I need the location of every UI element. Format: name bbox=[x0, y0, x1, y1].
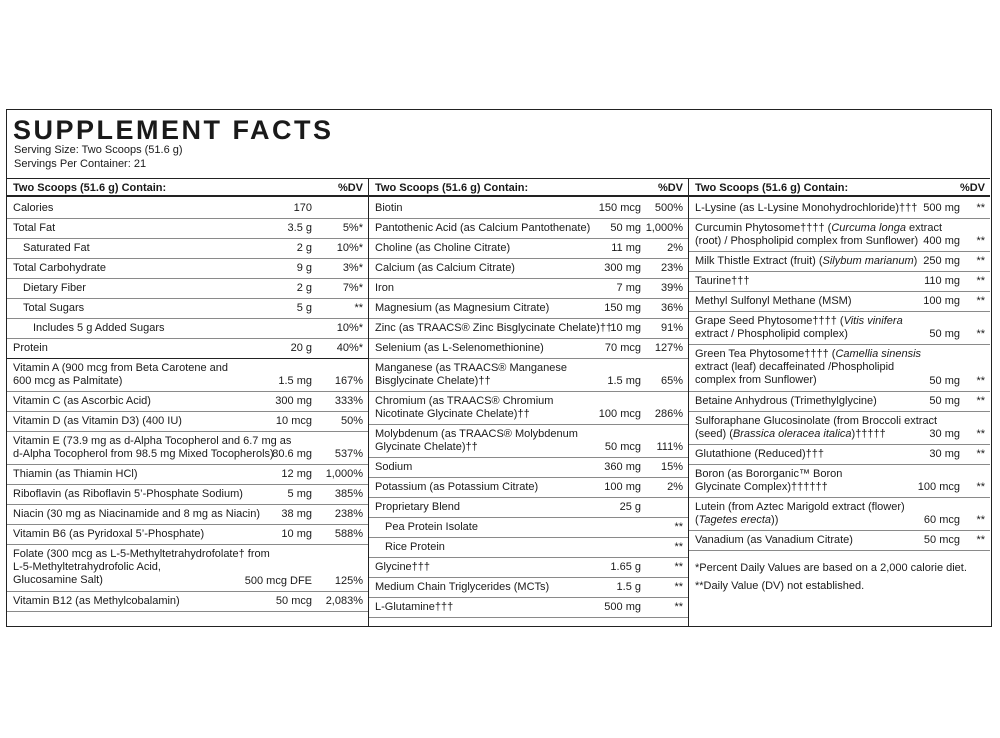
nutrient-dv: 2,083% bbox=[325, 595, 363, 607]
nutrient-name bbox=[375, 501, 460, 514]
nutrient-dv: 10%* bbox=[336, 242, 363, 254]
nutrient-dv: 65% bbox=[660, 375, 683, 387]
nutrient-name bbox=[23, 242, 90, 255]
nutrient-row bbox=[689, 312, 990, 345]
facts-column-3 bbox=[688, 178, 990, 626]
nutrient-amount: 25 g bbox=[619, 501, 641, 513]
nutrient-amount: 150 mcg bbox=[598, 202, 641, 214]
nutrient-row bbox=[689, 272, 990, 292]
nutrient-row bbox=[369, 279, 688, 299]
nutrient-row bbox=[369, 219, 688, 239]
nutrient-name-line: Calories bbox=[13, 202, 54, 214]
nutrient-name bbox=[13, 415, 182, 428]
nutrient-amount: 100 mg bbox=[923, 295, 960, 307]
nutrient-dv: 91% bbox=[660, 322, 683, 334]
nutrient-row bbox=[7, 412, 368, 432]
nutrient-rows bbox=[369, 199, 688, 618]
nutrient-dv: ** bbox=[976, 275, 985, 287]
nutrient-name-line: Proprietary Blend bbox=[375, 501, 460, 513]
nutrient-row bbox=[689, 445, 990, 465]
nutrient-name-line: Chromium (as TRAACS® Chromium bbox=[375, 395, 554, 407]
nutrient-row bbox=[689, 219, 990, 252]
nutrient-name bbox=[23, 302, 84, 315]
nutrient-row bbox=[7, 525, 368, 545]
nutrient-amount: 1.65 g bbox=[610, 561, 641, 573]
nutrient-dv: ** bbox=[976, 295, 985, 307]
nutrient-amount: 360 mg bbox=[604, 461, 641, 473]
nutrient-dv: ** bbox=[976, 448, 985, 460]
nutrient-name-line: Vitamin A (900 mcg from Beta Carotene and bbox=[13, 362, 229, 374]
nutrient-amount: 150 mg bbox=[604, 302, 641, 314]
nutrient-dv: 333% bbox=[334, 395, 363, 407]
nutrient-dv: 111% bbox=[656, 441, 683, 453]
nutrient-amount: 11 mg bbox=[611, 242, 641, 254]
nutrient-row bbox=[689, 292, 990, 312]
panel-title: SUPPLEMENT FACTS bbox=[13, 115, 334, 145]
nutrient-amount: 50 mg bbox=[929, 375, 960, 387]
nutrient-name bbox=[13, 262, 106, 275]
column-header-dv: %DV bbox=[959, 182, 985, 194]
nutrient-row bbox=[689, 199, 990, 219]
nutrient-amount: 1.5 g bbox=[616, 581, 641, 593]
nutrient-row bbox=[7, 219, 368, 239]
nutrient-name bbox=[375, 428, 578, 454]
nutrient-name-line: Glutathione (Reduced)††† bbox=[695, 448, 825, 460]
nutrient-name-line: Pea Protein Isolate bbox=[385, 521, 478, 533]
nutrient-amount: 500 mg bbox=[604, 601, 641, 613]
nutrient-row bbox=[689, 345, 990, 392]
nutrient-name-line: complex from Sunflower) bbox=[695, 374, 817, 386]
nutrient-name-line: Sodium bbox=[375, 461, 413, 473]
nutrient-name bbox=[375, 222, 590, 235]
nutrient-name-line: Taurine††† bbox=[695, 275, 750, 287]
nutrient-row bbox=[7, 239, 368, 259]
nutrient-row bbox=[7, 545, 368, 592]
nutrient-dv: ** bbox=[976, 255, 985, 267]
nutrient-name-line: (Tagetes erecta)) bbox=[695, 514, 779, 526]
nutrient-dv: ** bbox=[976, 235, 985, 247]
nutrient-name bbox=[695, 295, 852, 308]
nutrient-row bbox=[689, 412, 990, 445]
column-header bbox=[689, 178, 990, 197]
nutrient-name-line: Vitamin B6 (as Pyridoxal 5’-Phosphate) bbox=[13, 528, 205, 540]
nutrient-name bbox=[695, 448, 824, 461]
nutrient-dv: ** bbox=[674, 541, 683, 553]
nutrient-row bbox=[7, 485, 368, 505]
nutrient-name bbox=[13, 362, 228, 388]
nutrient-name-line: Dietary Fiber bbox=[23, 282, 86, 294]
nutrient-amount: 70 mcg bbox=[604, 342, 641, 354]
supplement-facts-panel bbox=[6, 109, 992, 627]
nutrient-name-line: Saturated Fat bbox=[23, 242, 90, 254]
nutrient-name-line: Milk Thistle Extract (fruit) (Silybum marianum) bbox=[695, 255, 918, 267]
nutrient-amount: 2 g bbox=[296, 242, 312, 254]
nutrient-name-line: L-Lysine (as L-Lysine Monohydrochloride)††† bbox=[695, 202, 918, 214]
nutrient-name bbox=[375, 561, 430, 574]
nutrient-amount: 12 mg bbox=[281, 468, 312, 480]
nutrient-name-line: (seed) (Brassica oleracea italica)††††† bbox=[695, 428, 886, 440]
nutrient-name-line: Nicotinate Glycinate Chelate)†† bbox=[375, 408, 530, 420]
nutrient-row bbox=[7, 259, 368, 279]
nutrient-amount: 170 bbox=[293, 202, 312, 214]
nutrient-name-line: Choline (as Choline Citrate) bbox=[375, 242, 511, 254]
nutrient-dv: ** bbox=[354, 302, 363, 314]
nutrient-name bbox=[375, 362, 567, 388]
nutrient-amount: 50 mg bbox=[610, 222, 641, 234]
nutrient-name bbox=[695, 222, 942, 248]
nutrient-amount: 20 g bbox=[290, 342, 312, 354]
serving-size: Serving Size: Two Scoops (51.6 g) bbox=[14, 144, 183, 156]
nutrient-name-line: Total Carbohydrate bbox=[13, 262, 106, 274]
nutrient-dv: 15% bbox=[660, 461, 683, 473]
nutrient-name bbox=[385, 541, 445, 554]
column-header bbox=[7, 178, 368, 197]
nutrient-name-line: L-Glutamine††† bbox=[375, 601, 454, 613]
nutrient-dv: 40%* bbox=[336, 342, 363, 354]
nutrient-dv: 286% bbox=[654, 408, 683, 420]
nutrient-dv: 127% bbox=[654, 342, 683, 354]
nutrient-dv: 385% bbox=[334, 488, 363, 500]
nutrient-name-line: Glucosamine Salt) bbox=[13, 574, 103, 586]
nutrient-row bbox=[689, 392, 990, 412]
footnote: *Percent Daily Values are based on a 2,000 calorie diet. bbox=[695, 562, 967, 574]
nutrient-row bbox=[689, 498, 990, 531]
nutrient-name bbox=[375, 242, 510, 255]
nutrient-dv: ** bbox=[976, 428, 985, 440]
nutrient-name bbox=[695, 315, 903, 341]
column-header bbox=[369, 178, 688, 197]
nutrient-amount: 10 mg bbox=[281, 528, 312, 540]
nutrient-name-line: Glycine††† bbox=[375, 561, 431, 573]
nutrient-row bbox=[369, 598, 688, 618]
nutrient-name-line: Thiamin (as Thiamin HCl) bbox=[13, 468, 138, 480]
nutrient-amount: 400 mg bbox=[923, 235, 960, 247]
nutrient-amount: 9 g bbox=[296, 262, 312, 274]
nutrient-name bbox=[33, 322, 164, 335]
nutrient-dv: 167% bbox=[334, 375, 363, 387]
nutrient-row bbox=[369, 578, 688, 598]
nutrient-row bbox=[7, 465, 368, 485]
nutrient-row bbox=[369, 359, 688, 392]
column-header-label: Two Scoops (51.6 g) Contain: bbox=[695, 182, 849, 194]
nutrient-dv: ** bbox=[976, 202, 985, 214]
nutrient-dv: 7%* bbox=[342, 282, 363, 294]
nutrient-name bbox=[375, 395, 553, 421]
nutrient-name bbox=[13, 508, 260, 521]
nutrient-row bbox=[369, 425, 688, 458]
nutrient-dv: 238% bbox=[334, 508, 363, 520]
nutrient-name-line: extract / Phospholipid complex) bbox=[695, 328, 848, 340]
nutrient-row bbox=[7, 592, 368, 612]
nutrient-row bbox=[369, 458, 688, 478]
facts-column-1 bbox=[7, 178, 368, 626]
nutrient-name bbox=[695, 255, 917, 268]
nutrient-amount: 30 mg bbox=[929, 428, 960, 440]
nutrient-name bbox=[695, 534, 853, 547]
nutrient-dv: 36% bbox=[660, 302, 683, 314]
nutrient-name-line: Rice Protein bbox=[385, 541, 445, 553]
column-header-dv: %DV bbox=[337, 182, 363, 194]
nutrient-dv: 2% bbox=[667, 242, 683, 254]
nutrient-name-line: Betaine Anhydrous (Trimethylglycine) bbox=[695, 395, 877, 407]
nutrient-row bbox=[369, 319, 688, 339]
nutrient-amount: 110 mg bbox=[924, 275, 960, 287]
nutrient-name bbox=[13, 548, 270, 587]
nutrient-name-line: extract (leaf) decaffeinated /Phospholipid bbox=[695, 361, 895, 373]
nutrient-name bbox=[695, 275, 749, 288]
nutrient-dv: 537% bbox=[334, 448, 363, 460]
facts-column-2 bbox=[368, 178, 688, 626]
nutrient-dv: 1,000% bbox=[325, 468, 363, 480]
nutrient-name-line: Vitamin E (73.9 mg as d-Alpha Tocopherol and 6.7 mg as bbox=[13, 435, 292, 447]
nutrient-dv: ** bbox=[976, 328, 985, 340]
nutrient-amount: 10 mcg bbox=[275, 415, 312, 427]
footnote: **Daily Value (DV) not established. bbox=[695, 580, 865, 592]
nutrient-amount: 60 mcg bbox=[923, 514, 960, 526]
nutrient-row bbox=[7, 279, 368, 299]
nutrient-amount: 250 mg bbox=[923, 255, 960, 267]
nutrient-rows bbox=[7, 199, 368, 612]
nutrient-name bbox=[695, 395, 877, 408]
nutrient-name bbox=[375, 202, 403, 215]
nutrient-name bbox=[695, 202, 917, 215]
nutrient-row bbox=[369, 518, 688, 538]
nutrient-amount: 7 mg bbox=[616, 282, 641, 294]
column-header-label: Two Scoops (51.6 g) Contain: bbox=[375, 182, 529, 194]
nutrient-name bbox=[695, 348, 921, 387]
nutrient-row bbox=[369, 199, 688, 219]
nutrient-name-line: Potassium (as Potassium Citrate) bbox=[375, 481, 539, 493]
nutrient-name-line: Grape Seed Phytosome†††† (Vitis vinifera bbox=[695, 315, 903, 327]
nutrient-name bbox=[13, 395, 151, 408]
nutrient-dv: ** bbox=[674, 561, 683, 573]
nutrient-amount: 100 mcg bbox=[917, 481, 960, 493]
nutrient-dv: 500% bbox=[654, 202, 683, 214]
nutrient-name bbox=[13, 595, 180, 608]
nutrient-amount: 80.6 mg bbox=[272, 448, 312, 460]
column-header-dv: %DV bbox=[657, 182, 683, 194]
nutrient-name-line: Includes 5 g Added Sugars bbox=[33, 322, 165, 334]
column-header-label: Two Scoops (51.6 g) Contain: bbox=[13, 182, 167, 194]
nutrient-dv: 3%* bbox=[342, 262, 363, 274]
nutrient-row bbox=[689, 252, 990, 272]
nutrient-row bbox=[369, 259, 688, 279]
nutrient-row bbox=[369, 299, 688, 319]
nutrient-amount: 10 mg bbox=[610, 322, 641, 334]
nutrient-amount: 300 mg bbox=[275, 395, 312, 407]
nutrient-name bbox=[13, 202, 53, 215]
footnotes bbox=[689, 551, 990, 599]
nutrient-name-line: Medium Chain Triglycerides (MCTs) bbox=[375, 581, 550, 593]
nutrient-row bbox=[7, 339, 368, 359]
nutrient-row bbox=[369, 392, 688, 425]
nutrient-amount: 3.5 g bbox=[287, 222, 312, 234]
nutrient-name-line: Sulforaphane Glucosinolate (from Broccoli extract bbox=[695, 415, 938, 427]
nutrient-dv: 2% bbox=[667, 481, 683, 493]
nutrient-dv: 588% bbox=[334, 528, 363, 540]
nutrient-name-line: Pantothenic Acid (as Calcium Pantothenate) bbox=[375, 222, 591, 234]
nutrient-name bbox=[23, 282, 86, 295]
nutrient-name-line: Vitamin D (as Vitamin D3) (400 IU) bbox=[13, 415, 182, 427]
nutrient-name-line: Glycinate Chelate)†† bbox=[375, 441, 478, 453]
nutrient-name-line: Total Sugars bbox=[23, 302, 85, 314]
nutrient-row bbox=[7, 505, 368, 525]
nutrient-row bbox=[369, 478, 688, 498]
nutrient-row bbox=[7, 359, 368, 392]
nutrient-rows bbox=[689, 199, 990, 599]
servings-per-container: Servings Per Container: 21 bbox=[14, 158, 147, 170]
nutrient-dv: ** bbox=[976, 514, 985, 526]
nutrient-name-line: Total Fat bbox=[13, 222, 56, 234]
nutrient-amount: 100 mg bbox=[604, 481, 641, 493]
nutrient-name bbox=[375, 302, 549, 315]
nutrient-amount: 500 mg bbox=[923, 202, 960, 214]
nutrient-name-line: Vitamin B12 (as Methylcobalamin) bbox=[13, 595, 180, 607]
nutrient-amount: 38 mg bbox=[281, 508, 312, 520]
nutrient-amount: 50 mcg bbox=[923, 534, 960, 546]
nutrient-row bbox=[7, 299, 368, 319]
nutrient-name-line: Manganese (as TRAACS® Manganese bbox=[375, 362, 567, 374]
nutrient-name bbox=[375, 481, 538, 494]
nutrient-name bbox=[375, 262, 515, 275]
nutrient-name bbox=[13, 488, 243, 501]
nutrient-row bbox=[7, 392, 368, 412]
nutrient-row bbox=[369, 239, 688, 259]
nutrient-name-line: Vitamin C (as Ascorbic Acid) bbox=[13, 395, 151, 407]
nutrient-dv: ** bbox=[976, 534, 985, 546]
nutrient-name-line: Selenium (as L-Selenomethionine) bbox=[375, 342, 544, 354]
nutrient-name-line: Glycinate Complex)†††††† bbox=[695, 481, 828, 493]
nutrient-amount: 300 mg bbox=[604, 262, 641, 274]
nutrient-name bbox=[13, 342, 48, 355]
nutrient-dv: 10%* bbox=[336, 322, 363, 334]
nutrient-name bbox=[13, 222, 55, 235]
nutrient-row bbox=[369, 339, 688, 359]
nutrient-name-line: 600 mcg as Palmitate) bbox=[13, 375, 123, 387]
nutrient-name-line: Curcumin Phytosome†††† (Curcuma longa extract bbox=[695, 222, 943, 234]
nutrient-amount: 5 mg bbox=[287, 488, 312, 500]
nutrient-name-line: Green Tea Phytosome†††† (Camellia sinensis bbox=[695, 348, 922, 360]
nutrient-dv: ** bbox=[674, 601, 683, 613]
nutrient-name-line: Boron (as Bororganic™ Boron bbox=[695, 468, 843, 480]
nutrient-amount: 1.5 mg bbox=[607, 375, 641, 387]
nutrient-name bbox=[13, 468, 138, 481]
nutrient-name-line: (root) / Phospholipid complex from Sunflower) bbox=[695, 235, 919, 247]
nutrient-name bbox=[375, 322, 612, 335]
nutrient-amount: 50 mcg bbox=[604, 441, 641, 453]
nutrient-row bbox=[369, 498, 688, 518]
nutrient-name bbox=[695, 501, 905, 527]
nutrient-amount: 1.5 mg bbox=[278, 375, 312, 387]
nutrient-name-line: L-5-Methyltetrahydrofolic Acid, bbox=[13, 561, 161, 573]
nutrient-row bbox=[369, 538, 688, 558]
nutrient-name bbox=[375, 342, 544, 355]
nutrient-name bbox=[375, 581, 549, 594]
nutrient-name-line: Bisglycinate Chelate)†† bbox=[375, 375, 491, 387]
nutrient-amount: 500 mcg DFE bbox=[244, 575, 312, 587]
nutrient-name bbox=[375, 461, 412, 474]
nutrient-dv: 125% bbox=[334, 575, 363, 587]
nutrient-dv: 1,000% bbox=[645, 222, 683, 234]
nutrient-dv: 50% bbox=[340, 415, 363, 427]
nutrient-row bbox=[689, 531, 990, 551]
nutrient-row bbox=[689, 465, 990, 498]
nutrient-dv: ** bbox=[976, 395, 985, 407]
nutrient-row bbox=[7, 199, 368, 219]
nutrient-amount: 50 mg bbox=[929, 395, 960, 407]
nutrient-dv: ** bbox=[674, 521, 683, 533]
nutrient-name-line: d-Alpha Tocopherol from 98.5 mg Mixed Tocopherols) bbox=[13, 448, 274, 460]
nutrient-amount: 50 mg bbox=[929, 328, 960, 340]
nutrient-dv: 23% bbox=[660, 262, 683, 274]
nutrient-name-line: Methyl Sulfonyl Methane (MSM) bbox=[695, 295, 852, 307]
nutrient-name-line: Niacin (30 mg as Niacinamide and 8 mg as Niacin) bbox=[13, 508, 260, 520]
nutrient-amount: 30 mg bbox=[929, 448, 960, 460]
nutrient-name-line: Magnesium (as Magnesium Citrate) bbox=[375, 302, 550, 314]
nutrient-name bbox=[13, 528, 204, 541]
nutrient-name-line: Biotin bbox=[375, 202, 403, 214]
nutrient-amount: 5 g bbox=[296, 302, 312, 314]
nutrient-name-line: Vanadium (as Vanadium Citrate) bbox=[695, 534, 853, 546]
nutrient-dv: ** bbox=[976, 481, 985, 493]
nutrient-name-line: Molybdenum (as TRAACS® Molybdenum bbox=[375, 428, 578, 440]
nutrient-name bbox=[375, 601, 453, 614]
nutrient-name-line: Iron bbox=[375, 282, 394, 294]
nutrient-name bbox=[13, 435, 291, 461]
nutrient-row bbox=[7, 432, 368, 465]
nutrient-row bbox=[7, 319, 368, 339]
nutrient-name-line: Protein bbox=[13, 342, 48, 354]
nutrient-dv: ** bbox=[674, 581, 683, 593]
nutrient-amount: 2 g bbox=[296, 282, 312, 294]
nutrient-name-line: Riboflavin (as Riboflavin 5’-Phosphate Sodium) bbox=[13, 488, 243, 500]
nutrient-name bbox=[695, 468, 842, 494]
nutrient-row bbox=[369, 558, 688, 578]
nutrient-dv: 39% bbox=[660, 282, 683, 294]
nutrient-amount: 100 mcg bbox=[598, 408, 641, 420]
nutrient-name-line: Folate (300 mcg as L-5-Methyltetrahydrofolate† from bbox=[13, 548, 270, 560]
nutrient-name-line: Calcium (as Calcium Citrate) bbox=[375, 262, 515, 274]
nutrient-dv: 5%* bbox=[342, 222, 363, 234]
nutrient-name bbox=[385, 521, 478, 534]
nutrient-name bbox=[375, 282, 394, 295]
nutrient-name-line: Zinc (as TRAACS® Zinc Bisglycinate Chelate)†† bbox=[375, 322, 613, 334]
nutrient-dv: ** bbox=[976, 375, 985, 387]
nutrient-name-line: Lutein (from Aztec Marigold extract (flower) bbox=[695, 501, 905, 513]
nutrient-amount: 50 mcg bbox=[275, 595, 312, 607]
nutrient-name bbox=[695, 415, 937, 441]
